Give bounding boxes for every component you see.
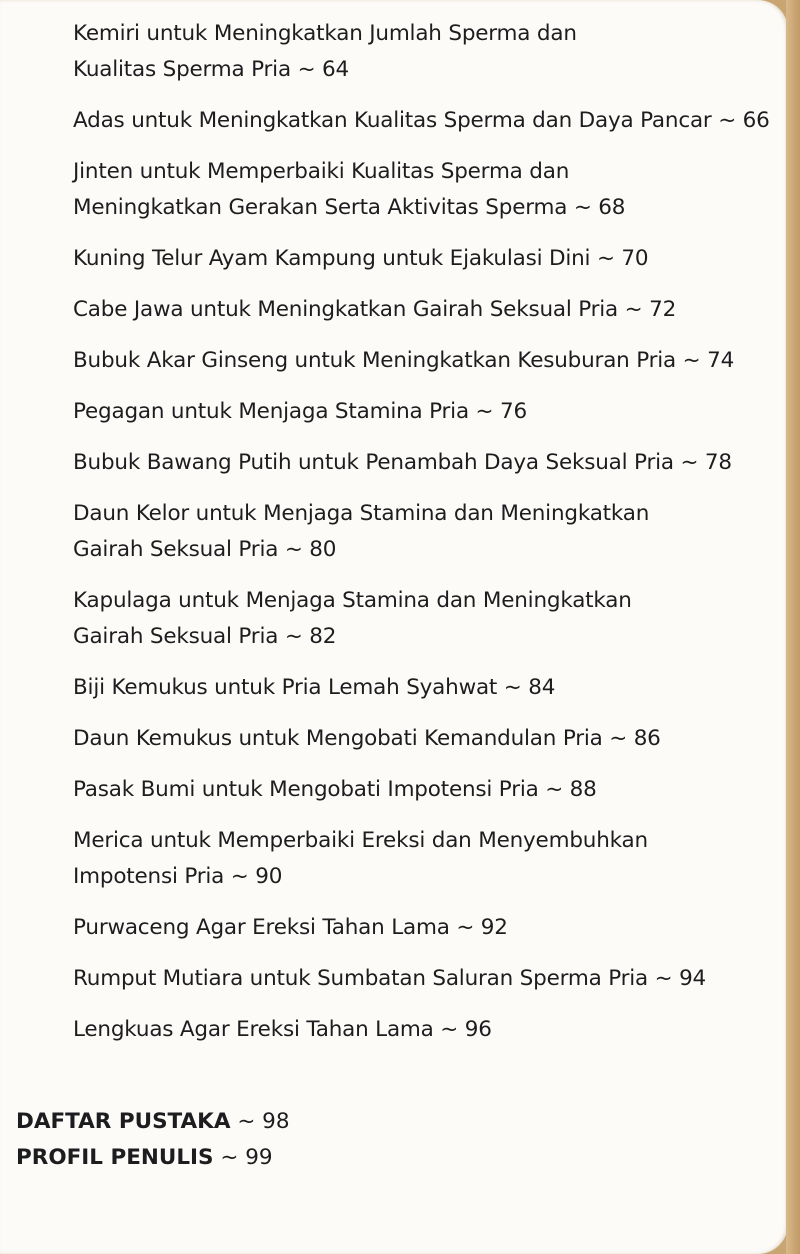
toc-entry [73,910,773,946]
toc-entry-line: Kualitas Sperma Pria ~ 64 [73,57,349,82]
toc-entry [73,961,773,997]
toc-entry-line: Kemiri untuk Meningkatkan Jumlah Sperma dan [73,21,577,46]
toc-entry-line: Meningkatkan Gerakan Serta Aktivitas Sperma ~ 68 [73,195,626,220]
toc-entry-line: Gairah Seksual Pria ~ 80 [73,537,337,562]
toc-entry [73,496,773,568]
toc-entry-line: Adas untuk Meningkatkan Kualitas Sperma dan Daya Pancar ~ 66 [73,108,770,133]
toc-entry-line: Gairah Seksual Pria ~ 82 [73,624,337,649]
toc-entry [73,154,773,226]
toc-entry [73,823,773,895]
toc-entry-line: Daun Kemukus untuk Mengobati Kemandulan Pria ~ 86 [73,726,661,751]
toc-entry [73,772,773,808]
toc-entry-line: Biji Kemukus untuk Pria Lemah Syahwat ~ 84 [73,675,556,700]
toc-entry-line: Cabe Jawa untuk Meningkatkan Gairah Seksual Pria ~ 72 [73,297,677,322]
toc-entry-line: Merica untuk Memperbaiki Ereksi dan Menyembuhkan [73,828,648,853]
toc-entry-line: Impotensi Pria ~ 90 [73,864,283,889]
back-matter-title: PROFIL PENULIS [16,1145,214,1170]
table-of-contents [73,16,773,1063]
back-matter-page: ~ 98 [230,1109,290,1134]
toc-entry-line: Kapulaga untuk Menjaga Stamina dan Meningkatkan [73,588,632,613]
back-matter-title: DAFTAR PUSTAKA [16,1109,231,1134]
toc-entry [73,445,773,481]
toc-entry [73,583,773,655]
toc-entry [73,343,773,379]
toc-entry-line: Jinten untuk Memperbaiki Kualitas Sperma dan [73,159,570,184]
book-cover-edge [786,0,800,1254]
back-matter-page: ~ 99 [213,1145,273,1170]
toc-entry-line: Purwaceng Agar Ereksi Tahan Lama ~ 92 [73,915,508,940]
toc-entry-line: Daun Kelor untuk Menjaga Stamina dan Meningkatkan [73,501,650,526]
toc-entry [73,1012,773,1048]
toc-entry-line: Bubuk Akar Ginseng untuk Meningkatkan Kesuburan Pria ~ 74 [73,348,735,373]
toc-entry [73,16,773,88]
toc-entry-line: Kuning Telur Ayam Kampung untuk Ejakulasi Dini ~ 70 [73,246,649,271]
back-matter-list [16,1104,290,1176]
toc-entry-line: Pegagan untuk Menjaga Stamina Pria ~ 76 [73,399,527,424]
back-matter-entry-author-profile [16,1140,290,1176]
toc-entry [73,103,773,139]
toc-entry [73,292,773,328]
back-matter-entry-bibliography [16,1104,290,1140]
toc-entry [73,394,773,430]
toc-entry-line: Bubuk Bawang Putih untuk Penambah Daya Seksual Pria ~ 78 [73,450,732,475]
toc-entry-line: Rumput Mutiara untuk Sumbatan Saluran Sperma Pria ~ 94 [73,966,707,991]
toc-entry-line: Pasak Bumi untuk Mengobati Impotensi Pria ~ 88 [73,777,597,802]
toc-entry [73,241,773,277]
toc-entry [73,670,773,706]
toc-entry [73,721,773,757]
toc-entry-line: Lengkuas Agar Ereksi Tahan Lama ~ 96 [73,1017,492,1042]
